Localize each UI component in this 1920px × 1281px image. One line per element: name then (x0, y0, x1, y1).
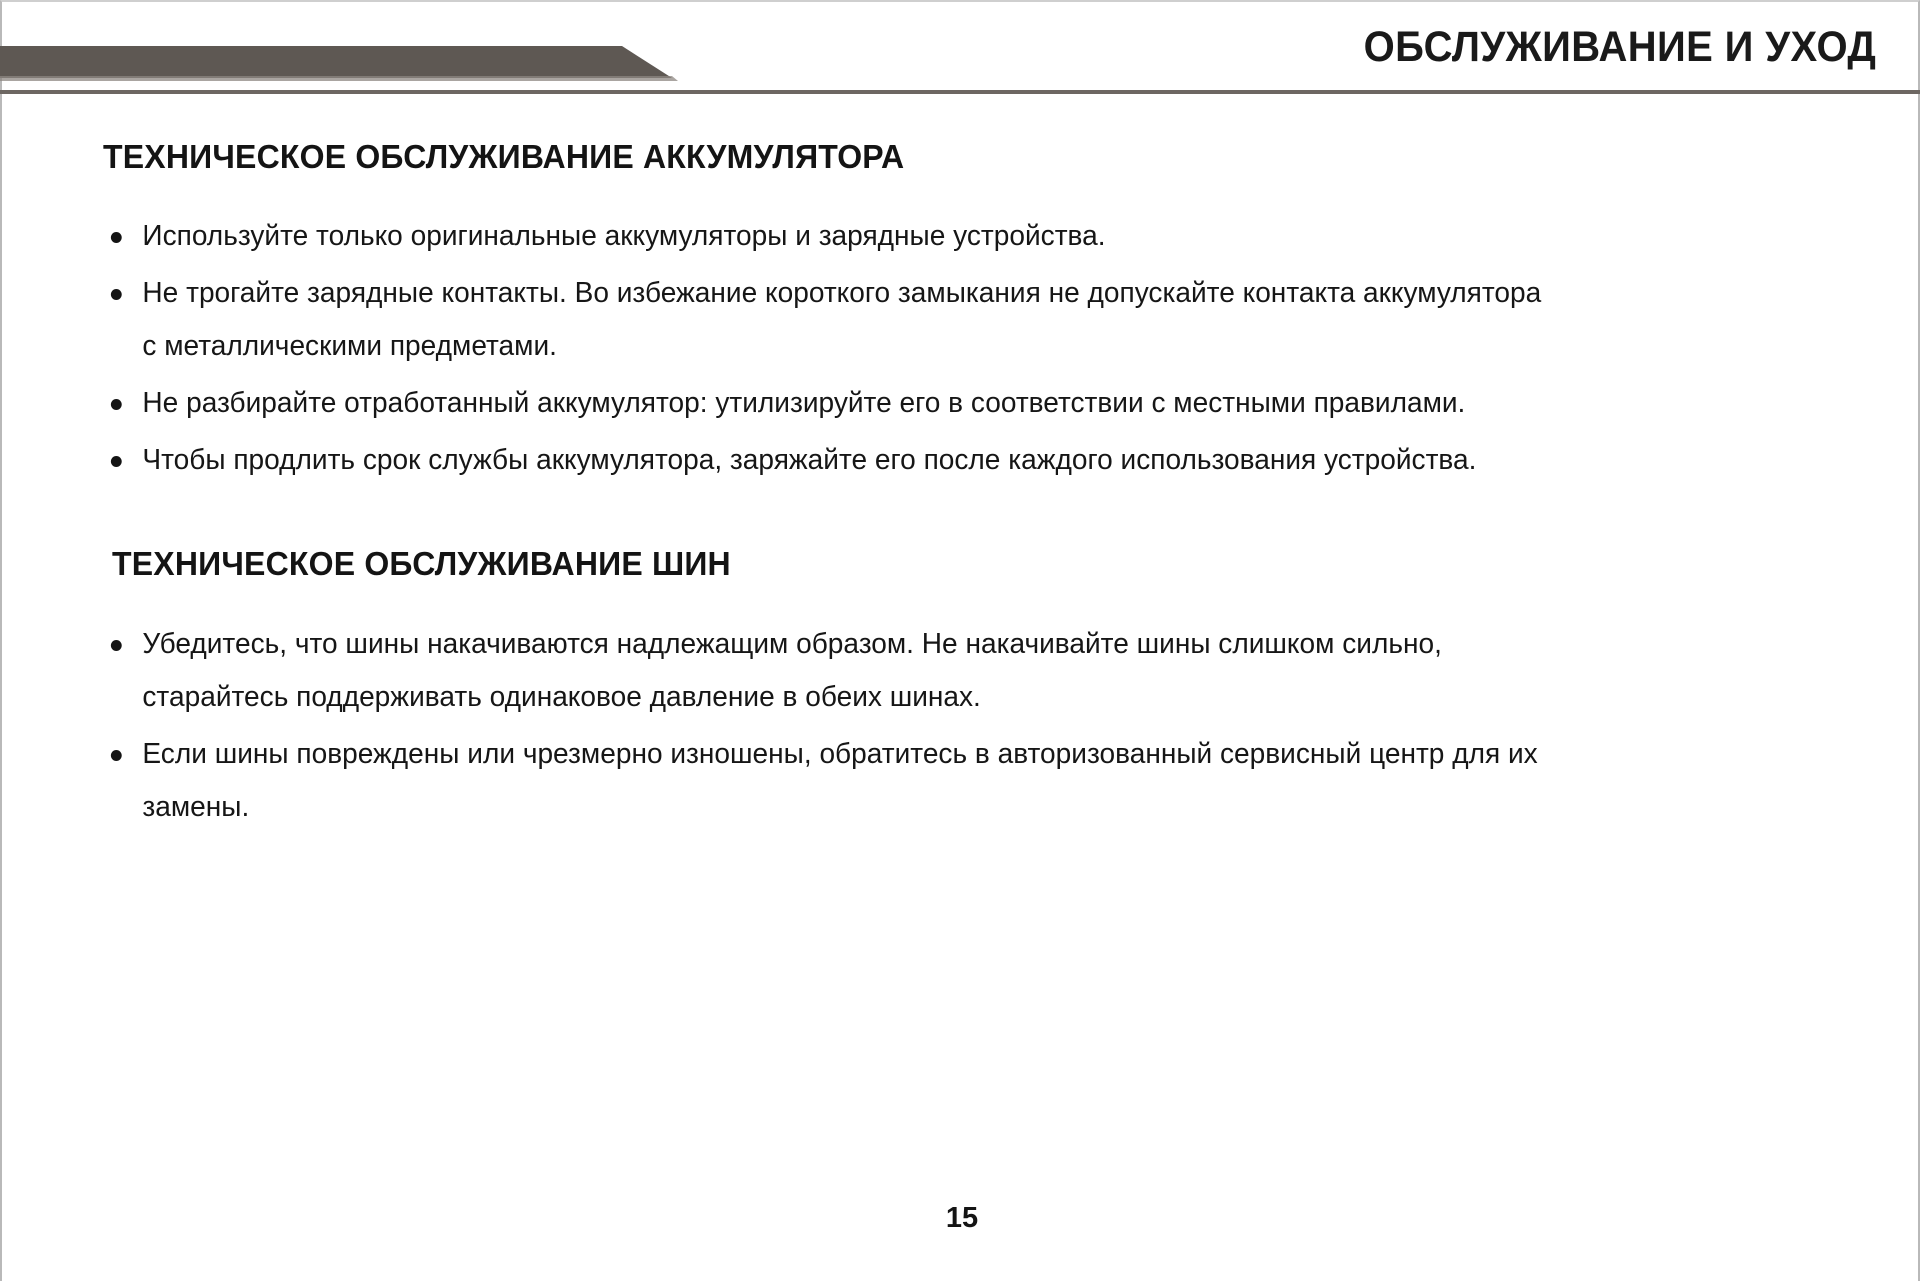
list-item (103, 618, 1778, 724)
bullet-dot-icon (111, 232, 122, 243)
tires-bullet-list (103, 618, 1803, 838)
list-item (103, 267, 1778, 373)
header-accent-bar (0, 46, 680, 78)
list-item-text (142, 210, 1777, 263)
text-line: Не трогайте зарядные контакты. Во избежание короткого замыкания не допускайте контакта аккумулятора (142, 277, 1542, 309)
text-line: Убедитесь, что шины накачиваются надлежащим образом. Не накачивайте шины слишком сильно, (142, 628, 1442, 660)
list-item (103, 377, 1778, 430)
list-item-text (142, 618, 1777, 724)
text-line: старайтесь поддерживать одинаковое давление в обеих шинах. (142, 681, 981, 713)
page-header (2, 2, 1920, 98)
text-line: Не разбирайте отработанный аккумулятор: утилизируйте его в соответствии с местными правилами. (142, 387, 1466, 419)
bullet-dot-icon (111, 399, 122, 410)
list-item (103, 210, 1778, 263)
bullet-dot-icon (111, 289, 122, 300)
list-item-text (142, 267, 1777, 373)
page-number: 15 (945, 1202, 979, 1234)
text-line: Чтобы продлить срок службы аккумулятора, заряжайте его после каждого использования устройства. (142, 444, 1477, 476)
bullet-dot-icon (111, 640, 122, 651)
list-item (103, 434, 1778, 487)
section-heading-tires: ТЕХНИЧЕСКОЕ ОБСЛУЖИВАНИЕ ШИН (112, 545, 731, 582)
text-line: замены. (142, 791, 250, 823)
text-line: Используйте только оригинальные аккумуляторы и зарядные устройства. (142, 220, 1106, 252)
list-item-text (142, 377, 1777, 430)
list-item (103, 728, 1778, 834)
list-item-text (142, 728, 1777, 834)
section-heading-battery: ТЕХНИЧЕСКОЕ ОБСЛУЖИВАНИЕ АККУМУЛЯТОРА (103, 138, 905, 175)
list-item-text (142, 434, 1777, 487)
text-line: с металлическими предметами. (142, 330, 557, 362)
header-divider-rule (0, 90, 1920, 94)
page-title: ОБСЛУЖИВАНИЕ И УХОД (1363, 23, 1876, 71)
bullet-dot-icon (111, 750, 122, 761)
bullet-dot-icon (111, 456, 122, 467)
header-accent-bar-shadow (0, 76, 690, 81)
battery-bullet-list (103, 210, 1803, 491)
text-line: Если шины повреждены или чрезмерно изношены, обратитесь в авторизованный сервисный центр для их (142, 738, 1538, 770)
